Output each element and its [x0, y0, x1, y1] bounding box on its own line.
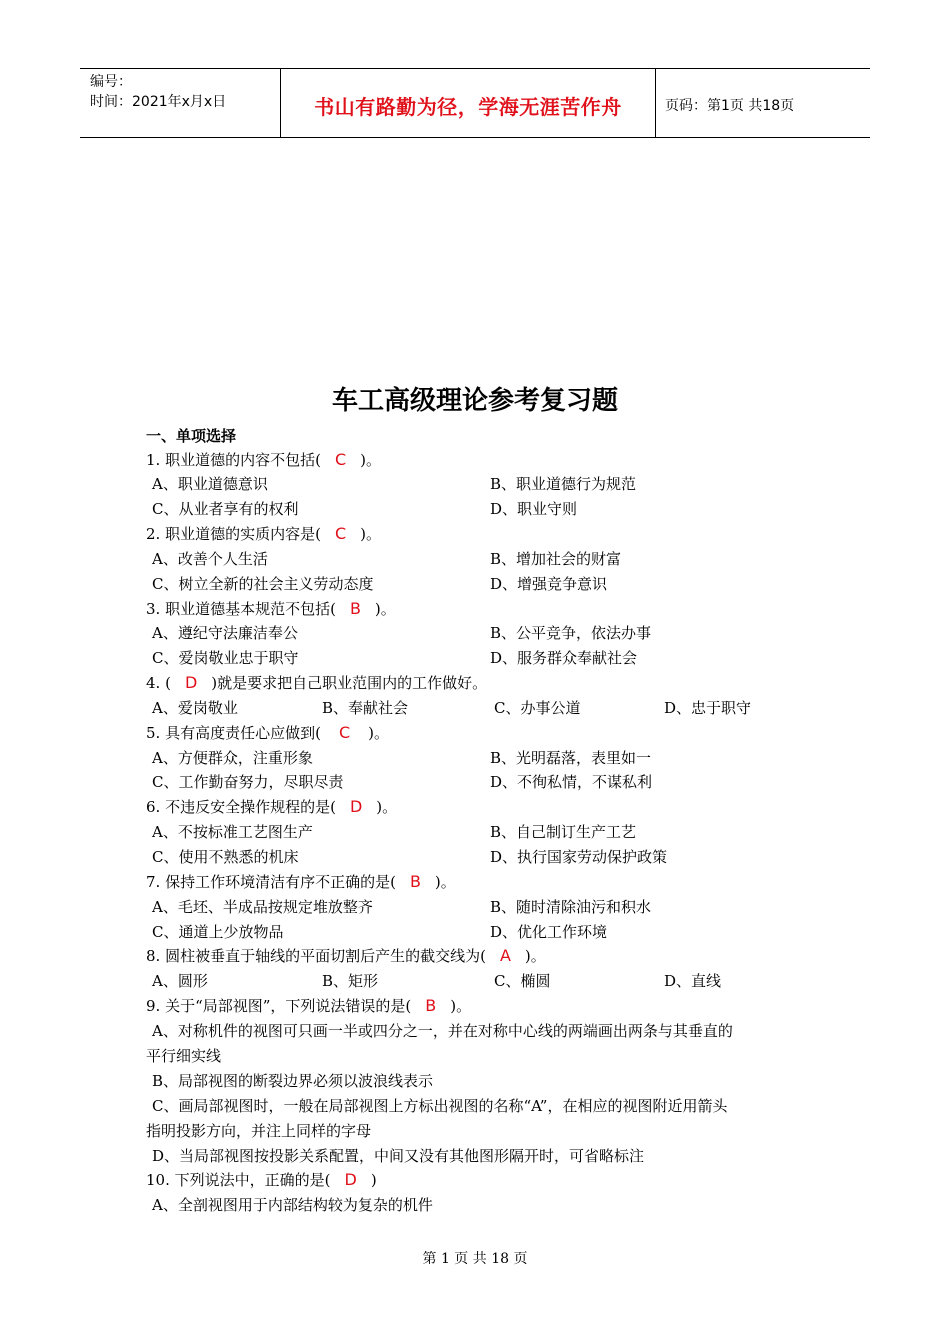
option-a: A、圆形: [152, 972, 208, 990]
question-4: [146, 673, 487, 693]
question-7: [146, 872, 456, 892]
question-9: [146, 996, 471, 1016]
option-a: A、职业道德意识: [152, 475, 268, 493]
question-stem: 5. 具有高度责任心应做到(: [146, 724, 321, 742]
option-a: A、爱岗敬业: [152, 699, 238, 717]
question-2: [146, 524, 381, 544]
option-c: C、通道上少放物品: [152, 923, 284, 941]
question-stem-end: )。: [360, 451, 381, 469]
option-d: D、执行国家劳动保护政策: [490, 848, 668, 866]
option-a-continued: 平行细实线: [146, 1047, 222, 1065]
answer-mark: D: [184, 673, 198, 692]
option-b: B、光明磊落，表里如一: [490, 749, 652, 767]
question-stem: 6. 不违反安全操作规程的是(: [146, 798, 336, 816]
answer-mark: D: [344, 1170, 357, 1189]
serial-label: 编号：: [90, 74, 132, 90]
option-d: D、忠于职守: [664, 699, 752, 717]
header-motto-cell: [280, 69, 656, 137]
question-1: [146, 450, 381, 470]
answer-mark: B: [425, 996, 437, 1015]
option-a: A、全剖视图用于内部结构较为复杂的机件: [152, 1196, 433, 1214]
option-c: C、从业者享有的权利: [152, 500, 299, 518]
option-b: B、自己制订生产工艺: [490, 823, 637, 841]
question-3: [146, 599, 396, 619]
option-d: D、增强竞争意识: [490, 575, 608, 593]
question-stem: 2. 职业道德的实质内容是(: [146, 525, 321, 543]
question-6: [146, 797, 397, 817]
answer-mark: C: [334, 524, 347, 543]
answer-mark: B: [349, 599, 361, 618]
question-stem: 8. 圆柱被垂直于轴线的平面切割后产生的截交线为(: [146, 947, 486, 965]
option-c: C、使用不熟悉的机床: [152, 848, 299, 866]
page-counter: 页码：第1页 共18页: [665, 98, 795, 114]
question-stem-end: )。: [524, 947, 546, 965]
option-b: B、职业道德行为规范: [490, 475, 637, 493]
question-stem-end: )。: [360, 525, 381, 543]
answer-mark: A: [499, 946, 511, 965]
time-label: 时间：2021年x月x日: [90, 94, 227, 110]
option-c: C、工作勤奋努力，尽职尽责: [152, 773, 344, 791]
answer-mark: B: [409, 872, 421, 891]
question-5: [146, 723, 389, 743]
option-d: D、直线: [664, 972, 722, 990]
option-a: A、不按标准工艺图生产: [152, 823, 313, 841]
section-heading: 一、单项选择: [146, 427, 237, 445]
question-stem-end: )。: [376, 798, 398, 816]
option-d: D、当局部视图按投影关系配置，中间又没有其他图形隔开时，可省略标注: [152, 1147, 645, 1165]
question-stem-end: )就是要求把自己职业范围内的工作做好。: [211, 674, 488, 692]
option-a: A、毛坯、半成品按规定堆放整齐: [152, 898, 373, 916]
option-c: C、椭圆: [494, 972, 551, 990]
option-c-continued: 指明投影方向，并注上同样的字母: [146, 1122, 372, 1140]
motto-text: 书山有路勤为径，学海无涯苦作舟: [314, 95, 622, 119]
option-d: D、优化工作环境: [490, 923, 608, 941]
question-10: [146, 1170, 377, 1190]
question-stem-end: )。: [374, 600, 396, 618]
option-c: C、爱岗敬业忠于职守: [152, 649, 299, 667]
question-stem: 3. 职业道德基本规范不包括(: [146, 600, 336, 618]
option-a: A、改善个人生活: [152, 550, 268, 568]
document-title: 车工高级理论参考复习题: [331, 386, 618, 416]
header-info-cell: [80, 69, 280, 137]
option-b: B、增加社会的财富: [490, 550, 622, 568]
option-a: A、对称机件的视图可只画一半或四分之一，并在对称中心线的两端画出两条与其垂直的: [152, 1022, 733, 1040]
header-page-cell: [655, 69, 870, 137]
option-c: C、画局部视图时，一般在局部视图上方标出视图的名称“A”，在相应的视图附近用箭头: [152, 1097, 728, 1115]
option-b: B、奉献社会: [322, 699, 409, 717]
question-stem-end: )。: [450, 997, 472, 1015]
answer-mark: C: [338, 723, 351, 742]
question-stem-end: )。: [368, 724, 389, 742]
option-c: C、办事公道: [494, 699, 581, 717]
answer-mark: D: [349, 797, 363, 816]
option-a: A、遵纪守法廉洁奉公: [152, 624, 298, 642]
question-stem: 10. 下列说法中，正确的是(: [146, 1171, 331, 1189]
question-stem: 9. 关于“局部视图”，下列说法错误的是(: [146, 997, 412, 1015]
question-stem: 4. (: [146, 674, 171, 692]
question-stem-end: )。: [434, 873, 456, 891]
question-stem-end: ): [370, 1171, 377, 1189]
header-table: [80, 68, 870, 138]
option-d: D、服务群众奉献社会: [490, 649, 638, 667]
option-b: B、局部视图的断裂边界必须以波浪线表示: [152, 1072, 434, 1090]
page-footer: 第 1 页 共 18 页: [422, 1251, 528, 1267]
option-b: B、矩形: [322, 972, 379, 990]
option-a: A、方便群众，注重形象: [152, 749, 313, 767]
option-c: C、树立全新的社会主义劳动态度: [152, 575, 374, 593]
option-b: B、随时清除油污和积水: [490, 898, 652, 916]
option-d: D、不徇私情，不谋私利: [490, 773, 653, 791]
question-stem: 7. 保持工作环境清洁有序不正确的是(: [146, 873, 396, 891]
option-d: D、职业守则: [490, 500, 578, 518]
question-stem: 1. 职业道德的内容不包括(: [146, 451, 321, 469]
answer-mark: C: [334, 450, 347, 469]
option-b: B、公平竞争，依法办事: [490, 624, 652, 642]
question-8: [146, 946, 546, 966]
